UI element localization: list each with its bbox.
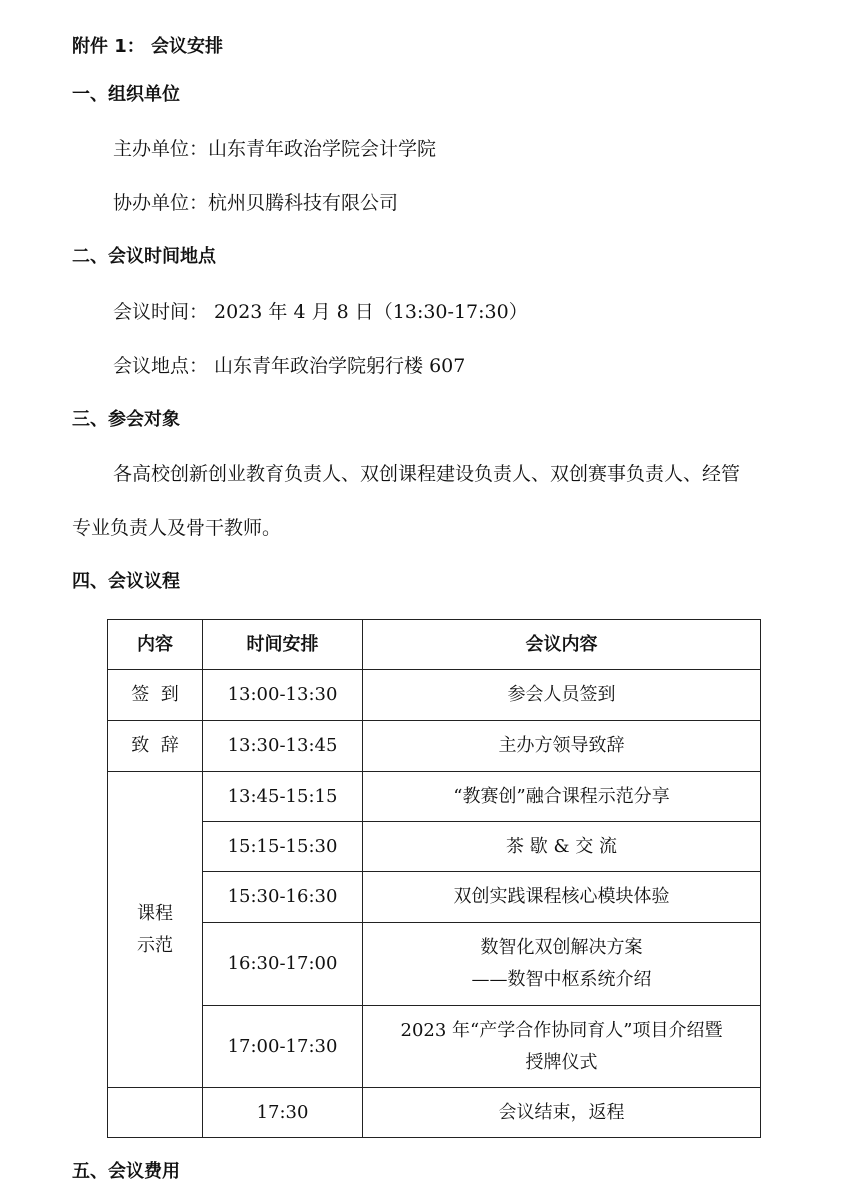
row-content-line2: ——数智中枢系统介绍 [471, 969, 652, 990]
co-host-unit: 协办单位：杭州贝腾科技有限公司 [113, 192, 399, 214]
table-row [108, 1088, 761, 1138]
row-section [108, 1088, 203, 1138]
row-time: 17:30 [203, 1088, 363, 1138]
table-row [108, 822, 761, 872]
row-section: 致 辞 [108, 721, 203, 772]
row-time: 16:30-17:00 [203, 923, 363, 1006]
attachment-title: 附件 1： 会议安排 [72, 36, 224, 57]
row-content: 会议结束，返程 [363, 1088, 761, 1138]
row-time: 15:15-15:30 [203, 822, 363, 872]
row-content: 双创实践课程核心模块体验 [363, 872, 761, 923]
header-content: 内容 [108, 620, 203, 670]
header-time: 时间安排 [203, 620, 363, 670]
row-content: 参会人员签到 [363, 670, 761, 721]
table-row [108, 721, 761, 772]
row-section: 签 到 [108, 670, 203, 721]
table-row [108, 1006, 761, 1088]
table-row [108, 670, 761, 721]
row-time: 13:30-13:45 [203, 721, 363, 772]
table-row [108, 923, 761, 1006]
demo-label-line2: 示范 [137, 934, 173, 956]
host-unit: 主办单位：山东青年政治学院会计学院 [113, 138, 437, 160]
row-content: 茶 歇 & 交 流 [363, 822, 761, 872]
row-time: 15:30-16:30 [203, 872, 363, 923]
audience-text-line2: 专业负责人及骨干教师。 [72, 517, 282, 539]
meeting-place: 会议地点： 山东青年政治学院躬行楼 607 [113, 355, 466, 377]
section-heading-audience: 三、参会对象 [72, 409, 180, 430]
row-content: “教赛创”融合课程示范分享 [363, 772, 761, 822]
table-row [108, 872, 761, 923]
section-heading-organizers: 一、组织单位 [72, 84, 180, 105]
section-heading-fees: 五、会议费用 [72, 1161, 180, 1182]
section-heading-agenda: 四、会议议程 [72, 571, 180, 592]
row-content-line1: 2023 年“产学合作协同育人”项目介绍暨 [400, 1019, 723, 1041]
row-time: 13:45-15:15 [203, 772, 363, 822]
row-content-line2: 授牌仪式 [525, 1051, 598, 1073]
row-content [363, 1006, 761, 1088]
demo-label-line1: 课程 [137, 902, 173, 924]
section-heading-time-place: 二、会议时间地点 [72, 246, 216, 267]
table-row [108, 772, 761, 822]
row-content [363, 923, 761, 1006]
header-meeting-content: 会议内容 [363, 620, 761, 670]
agenda-table [107, 619, 761, 1138]
row-time: 17:00-17:30 [203, 1006, 363, 1088]
row-content: 主办方领导致辞 [363, 721, 761, 772]
table-header-row [108, 620, 761, 670]
meeting-time: 会议时间： 2023 年 4 月 8 日（13:30-17:30） [113, 301, 528, 323]
row-content-line1: 数智化双创解决方案 [480, 937, 643, 958]
row-section-demo [108, 772, 203, 1088]
row-time: 13:00-13:30 [203, 670, 363, 721]
audience-text-line1: 各高校创新创业教育负责人、双创课程建设负责人、双创赛事负责人、经管 [113, 463, 741, 485]
